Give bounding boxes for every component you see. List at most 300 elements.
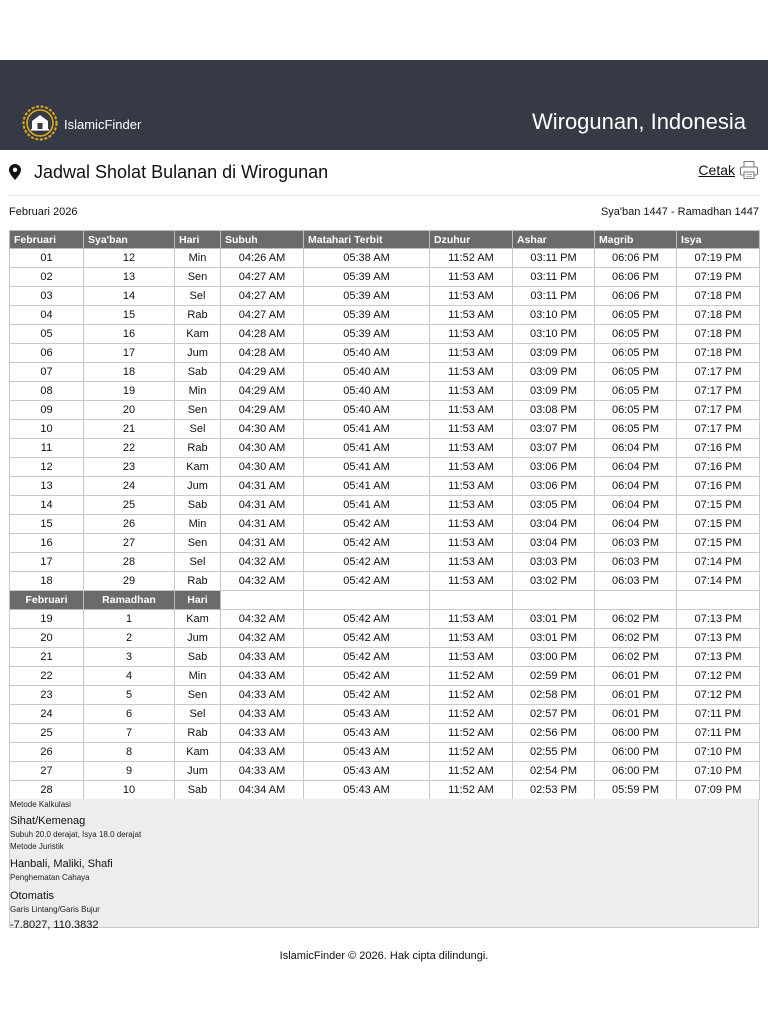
table-cell: 03:06 PM <box>513 477 595 496</box>
table-cell: Kam <box>175 610 221 629</box>
table-cell: Sel <box>175 287 221 306</box>
table-cell: 04:33 AM <box>221 667 304 686</box>
table-cell: Sab <box>175 648 221 667</box>
table-row <box>10 743 760 762</box>
table-cell: 04:26 AM <box>221 249 304 268</box>
column-header: Februari <box>10 231 84 249</box>
footer-copyright: IslamicFinder © 2026. Hak cipta dilindungi. <box>279 950 489 962</box>
table-row <box>10 724 760 743</box>
table-cell: 06:04 PM <box>595 515 677 534</box>
table-cell: 04 <box>10 306 84 325</box>
table-cell: 03:09 PM <box>513 363 595 382</box>
subheader-cell: Ramadhan <box>84 591 175 610</box>
table-cell: 02 <box>10 268 84 287</box>
column-header: Subuh <box>221 231 304 249</box>
table-cell: 07:15 PM <box>677 515 760 534</box>
table-cell: 15 <box>84 306 175 325</box>
table-cell: 05:42 AM <box>304 667 430 686</box>
table-row <box>10 439 760 458</box>
table-cell: 03 <box>10 287 84 306</box>
table-cell: 03:04 PM <box>513 515 595 534</box>
table-row <box>10 382 760 401</box>
table-cell: 07:14 PM <box>677 553 760 572</box>
table-cell: 03:09 PM <box>513 382 595 401</box>
empty-cell <box>677 591 760 610</box>
table-cell: 05:41 AM <box>304 458 430 477</box>
table-cell: 20 <box>10 629 84 648</box>
table-cell: 21 <box>10 648 84 667</box>
table-cell: 05:41 AM <box>304 420 430 439</box>
table-cell: 11:53 AM <box>430 648 513 667</box>
table-cell: 11:53 AM <box>430 401 513 420</box>
table-cell: 04:32 AM <box>221 629 304 648</box>
table-cell: 05:42 AM <box>304 648 430 667</box>
table-body-ramadhan <box>10 610 760 800</box>
table-cell: 07:18 PM <box>677 287 760 306</box>
table-cell: 05:43 AM <box>304 724 430 743</box>
juristic-method-value: Hanbali, Maliki, Shafi <box>10 858 113 870</box>
table-cell: 11:53 AM <box>430 439 513 458</box>
table-cell: 03:11 PM <box>513 268 595 287</box>
table-row <box>10 477 760 496</box>
table-subheader <box>10 591 760 610</box>
print-link[interactable]: Cetak <box>698 162 735 178</box>
table-row <box>10 553 760 572</box>
table-cell: 04:33 AM <box>221 705 304 724</box>
table-cell: 23 <box>10 686 84 705</box>
table-cell: Jum <box>175 629 221 648</box>
table-cell: 11:52 AM <box>430 724 513 743</box>
table-row <box>10 458 760 477</box>
table-cell: 11:53 AM <box>430 515 513 534</box>
table-cell: 05:39 AM <box>304 268 430 287</box>
table-row <box>10 572 760 591</box>
table-cell: 05:42 AM <box>304 610 430 629</box>
column-header: Sya'ban <box>84 231 175 249</box>
table-cell: 6 <box>84 705 175 724</box>
table-cell: 28 <box>10 781 84 800</box>
location-title: Wirogunan, Indonesia <box>531 109 746 134</box>
table-cell: 11:53 AM <box>430 534 513 553</box>
table-cell: 16 <box>10 534 84 553</box>
table-cell: 06:05 PM <box>595 382 677 401</box>
table-cell: Sab <box>175 781 221 800</box>
table-cell: 07:17 PM <box>677 382 760 401</box>
table-cell: Min <box>175 382 221 401</box>
table-cell: 11:53 AM <box>430 363 513 382</box>
table-cell: 11:52 AM <box>430 686 513 705</box>
table-cell: 04:32 AM <box>221 572 304 591</box>
table-cell: 29 <box>84 572 175 591</box>
prayer-schedule-table <box>9 230 760 800</box>
table-cell: 14 <box>10 496 84 515</box>
table-cell: 04:31 AM <box>221 515 304 534</box>
table-cell: 11:53 AM <box>430 496 513 515</box>
table-cell: Sen <box>175 534 221 553</box>
table-row <box>10 534 760 553</box>
table-row <box>10 325 760 344</box>
table-cell: 07:16 PM <box>677 458 760 477</box>
table-cell: 05:42 AM <box>304 572 430 591</box>
table-cell: 05:42 AM <box>304 515 430 534</box>
table-cell: 04:30 AM <box>221 458 304 477</box>
table-cell: 06 <box>10 344 84 363</box>
table-cell: 03:05 PM <box>513 496 595 515</box>
table-cell: 9 <box>84 762 175 781</box>
table-cell: 05:39 AM <box>304 306 430 325</box>
table-cell: 02:55 PM <box>513 743 595 762</box>
hijri-month-range: Sya'ban 1447 - Ramadhan 1447 <box>600 206 759 218</box>
table-cell: 04:33 AM <box>221 686 304 705</box>
table-cell: 11:52 AM <box>430 249 513 268</box>
table-cell: 14 <box>84 287 175 306</box>
table-cell: 02:54 PM <box>513 762 595 781</box>
table-cell: Kam <box>175 743 221 762</box>
location-pin-icon <box>9 164 21 180</box>
table-cell: 20 <box>84 401 175 420</box>
table-cell: 03:00 PM <box>513 648 595 667</box>
table-row <box>10 648 760 667</box>
table-row <box>10 363 760 382</box>
brand-name[interactable]: IslamicFinder <box>64 117 142 132</box>
column-header: Magrib <box>595 231 677 249</box>
table-cell: 01 <box>10 249 84 268</box>
table-cell: 02:59 PM <box>513 667 595 686</box>
table-cell: 25 <box>84 496 175 515</box>
table-cell: 04:27 AM <box>221 287 304 306</box>
gregorian-month: Februari 2026 <box>9 206 78 218</box>
table-cell: 27 <box>10 762 84 781</box>
table-cell: 13 <box>84 268 175 287</box>
table-cell: 26 <box>10 743 84 762</box>
table-cell: 11 <box>10 439 84 458</box>
table-cell: 11:53 AM <box>430 553 513 572</box>
table-cell: 06:05 PM <box>595 306 677 325</box>
table-cell: 07:15 PM <box>677 534 760 553</box>
table-cell: 07:10 PM <box>677 762 760 781</box>
table-cell: 05:42 AM <box>304 534 430 553</box>
table-cell: 11:53 AM <box>430 610 513 629</box>
table-cell: 07:19 PM <box>677 249 760 268</box>
table-cell: 17 <box>10 553 84 572</box>
table-header-row <box>10 231 760 249</box>
table-cell: 07 <box>10 363 84 382</box>
table-cell: 03:11 PM <box>513 249 595 268</box>
daylight-saving-label: Penghematan Cahaya <box>10 873 90 882</box>
table-cell: 07:16 PM <box>677 439 760 458</box>
table-cell: 21 <box>84 420 175 439</box>
table-cell: 04:33 AM <box>221 724 304 743</box>
table-cell: 8 <box>84 743 175 762</box>
table-cell: 04:31 AM <box>221 534 304 553</box>
table-row <box>10 781 760 800</box>
table-cell: 02:53 PM <box>513 781 595 800</box>
table-cell: 07:18 PM <box>677 306 760 325</box>
table-row <box>10 287 760 306</box>
table-cell: 05:42 AM <box>304 629 430 648</box>
table-cell: 06:05 PM <box>595 420 677 439</box>
table-cell: 04:33 AM <box>221 648 304 667</box>
table-row <box>10 667 760 686</box>
table-cell: 03:08 PM <box>513 401 595 420</box>
table-cell: 11:53 AM <box>430 306 513 325</box>
table-cell: 12 <box>10 458 84 477</box>
table-cell: 11:52 AM <box>430 781 513 800</box>
table-cell: 04:34 AM <box>221 781 304 800</box>
table-cell: 05:43 AM <box>304 781 430 800</box>
table-cell: 09 <box>10 401 84 420</box>
table-cell: 05:43 AM <box>304 743 430 762</box>
site-header <box>0 60 768 150</box>
table-cell: 07:13 PM <box>677 648 760 667</box>
table-row <box>10 515 760 534</box>
table-cell: 11:53 AM <box>430 458 513 477</box>
table-cell: 06:04 PM <box>595 477 677 496</box>
calculation-info-panel <box>9 799 759 931</box>
table-cell: 06:04 PM <box>595 439 677 458</box>
table-cell: 03:01 PM <box>513 610 595 629</box>
page-title: Jadwal Sholat Bulanan di Wirogunan <box>34 162 329 182</box>
table-cell: 22 <box>84 439 175 458</box>
table-cell: 28 <box>84 553 175 572</box>
table-cell: Sen <box>175 401 221 420</box>
table-row <box>10 705 760 724</box>
subheader-cell: Februari <box>10 591 84 610</box>
table-row <box>10 496 760 515</box>
table-cell: 04:31 AM <box>221 477 304 496</box>
table-cell: 11:53 AM <box>430 420 513 439</box>
table-cell: 22 <box>10 667 84 686</box>
table-cell: 04:28 AM <box>221 344 304 363</box>
table-cell: 04:29 AM <box>221 382 304 401</box>
table-cell: Sel <box>175 420 221 439</box>
table-cell: 05 <box>10 325 84 344</box>
table-cell: 02:57 PM <box>513 705 595 724</box>
table-cell: 05:59 PM <box>595 781 677 800</box>
ramadhan-subheader-row <box>10 591 760 610</box>
table-cell: 04:27 AM <box>221 306 304 325</box>
table-row <box>10 344 760 363</box>
table-cell: 07:17 PM <box>677 401 760 420</box>
table-cell: 15 <box>10 515 84 534</box>
table-cell: 05:43 AM <box>304 705 430 724</box>
table-row <box>10 306 760 325</box>
juristic-method-label: Metode Juristik <box>10 842 64 851</box>
table-cell: 12 <box>84 249 175 268</box>
table-cell: 06:01 PM <box>595 705 677 724</box>
table-cell: 03:07 PM <box>513 420 595 439</box>
table-cell: 07:18 PM <box>677 344 760 363</box>
table-cell: 07:19 PM <box>677 268 760 287</box>
calculation-method-detail: Subuh 20.0 derajat, Isya 18.0 derajat <box>10 830 142 839</box>
table-cell: 24 <box>10 705 84 724</box>
calculation-method-label: Metode Kalkulasi <box>10 800 71 809</box>
table-cell: 03:02 PM <box>513 572 595 591</box>
table-cell: Jum <box>175 344 221 363</box>
table-cell: 06:06 PM <box>595 287 677 306</box>
table-cell: 06:02 PM <box>595 629 677 648</box>
table-cell: 06:05 PM <box>595 363 677 382</box>
table-cell: Sen <box>175 268 221 287</box>
table-cell: 05:43 AM <box>304 762 430 781</box>
table-cell: 3 <box>84 648 175 667</box>
table-cell: 26 <box>84 515 175 534</box>
table-cell: 07:16 PM <box>677 477 760 496</box>
table-cell: 06:05 PM <box>595 344 677 363</box>
table-cell: Kam <box>175 325 221 344</box>
table-cell: 11:52 AM <box>430 667 513 686</box>
table-cell: 04:29 AM <box>221 401 304 420</box>
table-cell: Sel <box>175 705 221 724</box>
table-cell: 07:10 PM <box>677 743 760 762</box>
table-cell: 11:53 AM <box>430 477 513 496</box>
table-cell: 23 <box>84 458 175 477</box>
table-cell: 03:07 PM <box>513 439 595 458</box>
column-header: Hari <box>175 231 221 249</box>
table-cell: Kam <box>175 458 221 477</box>
table-cell: 03:03 PM <box>513 553 595 572</box>
table-cell: 10 <box>84 781 175 800</box>
table-cell: 06:03 PM <box>595 534 677 553</box>
table-cell: 11:53 AM <box>430 629 513 648</box>
table-row <box>10 629 760 648</box>
table-cell: 19 <box>10 610 84 629</box>
table-cell: Sab <box>175 496 221 515</box>
table-cell: Min <box>175 667 221 686</box>
table-cell: 08 <box>10 382 84 401</box>
empty-cell <box>513 591 595 610</box>
table-cell: 24 <box>84 477 175 496</box>
table-body-shaban <box>10 249 760 591</box>
table-cell: Min <box>175 515 221 534</box>
table-row <box>10 401 760 420</box>
table-cell: 06:02 PM <box>595 610 677 629</box>
page-title-row <box>9 160 759 196</box>
table-cell: 10 <box>10 420 84 439</box>
empty-cell <box>430 591 513 610</box>
column-header: Matahari Terbit <box>304 231 430 249</box>
table-cell: 02:56 PM <box>513 724 595 743</box>
table-cell: 18 <box>10 572 84 591</box>
table-row <box>10 762 760 781</box>
empty-cell <box>221 591 304 610</box>
table-cell: 07:13 PM <box>677 629 760 648</box>
table-cell: 04:30 AM <box>221 420 304 439</box>
table-cell: 1 <box>84 610 175 629</box>
islamicfinder-logo-icon[interactable] <box>21 104 59 142</box>
table-cell: Rab <box>175 439 221 458</box>
table-cell: 07:17 PM <box>677 363 760 382</box>
table-cell: 06:03 PM <box>595 572 677 591</box>
table-cell: 07:18 PM <box>677 325 760 344</box>
table-cell: 06:06 PM <box>595 249 677 268</box>
table-cell: 04:27 AM <box>221 268 304 287</box>
table-row <box>10 686 760 705</box>
table-cell: 2 <box>84 629 175 648</box>
table-cell: 11:52 AM <box>430 705 513 724</box>
table-cell: 11:52 AM <box>430 762 513 781</box>
column-header: Dzuhur <box>430 231 513 249</box>
table-row <box>10 268 760 287</box>
table-cell: 18 <box>84 363 175 382</box>
table-cell: 11:53 AM <box>430 382 513 401</box>
table-cell: 05:40 AM <box>304 401 430 420</box>
table-cell: 05:41 AM <box>304 477 430 496</box>
table-cell: 05:38 AM <box>304 249 430 268</box>
table-cell: 11:52 AM <box>430 743 513 762</box>
table-cell: Rab <box>175 724 221 743</box>
table-cell: 03:10 PM <box>513 325 595 344</box>
table-cell: 04:30 AM <box>221 439 304 458</box>
table-cell: 11:53 AM <box>430 572 513 591</box>
table-cell: 05:42 AM <box>304 553 430 572</box>
table-cell: 7 <box>84 724 175 743</box>
table-cell: 17 <box>84 344 175 363</box>
printer-icon[interactable] <box>739 160 759 180</box>
table-cell: 05:40 AM <box>304 382 430 401</box>
table-cell: Sen <box>175 686 221 705</box>
table-cell: 05:41 AM <box>304 439 430 458</box>
table-cell: 03:01 PM <box>513 629 595 648</box>
table-row <box>10 249 760 268</box>
table-cell: 07:12 PM <box>677 667 760 686</box>
daylight-saving-value: Otomatis <box>10 890 55 902</box>
table-cell: 07:11 PM <box>677 705 760 724</box>
table-cell: 13 <box>10 477 84 496</box>
table-cell: 06:04 PM <box>595 496 677 515</box>
table-cell: 06:02 PM <box>595 648 677 667</box>
table-cell: 06:06 PM <box>595 268 677 287</box>
table-cell: 5 <box>84 686 175 705</box>
table-row <box>10 610 760 629</box>
table-cell: 27 <box>84 534 175 553</box>
calculation-method-value: Sihat/Kemenag <box>10 815 86 827</box>
table-cell: 11:53 AM <box>430 287 513 306</box>
table-cell: Sel <box>175 553 221 572</box>
table-cell: Rab <box>175 306 221 325</box>
table-cell: Rab <box>175 572 221 591</box>
table-cell: 07:14 PM <box>677 572 760 591</box>
table-cell: 07:11 PM <box>677 724 760 743</box>
column-header: Isya <box>677 231 760 249</box>
table-cell: 06:04 PM <box>595 458 677 477</box>
table-cell: Min <box>175 249 221 268</box>
table-cell: 07:15 PM <box>677 496 760 515</box>
subheader-cell: Hari <box>175 591 221 610</box>
coordinates-value: -7.8027, 110.3832 <box>10 919 99 931</box>
table-cell: 06:00 PM <box>595 743 677 762</box>
table-cell: 04:29 AM <box>221 363 304 382</box>
table-cell: 05:40 AM <box>304 344 430 363</box>
column-header: Ashar <box>513 231 595 249</box>
table-cell: 25 <box>10 724 84 743</box>
table-cell: Jum <box>175 477 221 496</box>
table-cell: 06:05 PM <box>595 401 677 420</box>
table-cell: 02:58 PM <box>513 686 595 705</box>
table-cell: 07:13 PM <box>677 610 760 629</box>
coordinates-label: Garis Lintang/Garis Bujur <box>10 905 100 914</box>
table-cell: 05:42 AM <box>304 686 430 705</box>
table-row <box>10 420 760 439</box>
table-cell: Jum <box>175 762 221 781</box>
table-cell: 03:09 PM <box>513 344 595 363</box>
table-cell: 07:12 PM <box>677 686 760 705</box>
table-cell: 04:33 AM <box>221 762 304 781</box>
table-cell: 4 <box>84 667 175 686</box>
table-cell: 04:31 AM <box>221 496 304 515</box>
table-cell: 05:40 AM <box>304 363 430 382</box>
table-cell: 11:53 AM <box>430 325 513 344</box>
